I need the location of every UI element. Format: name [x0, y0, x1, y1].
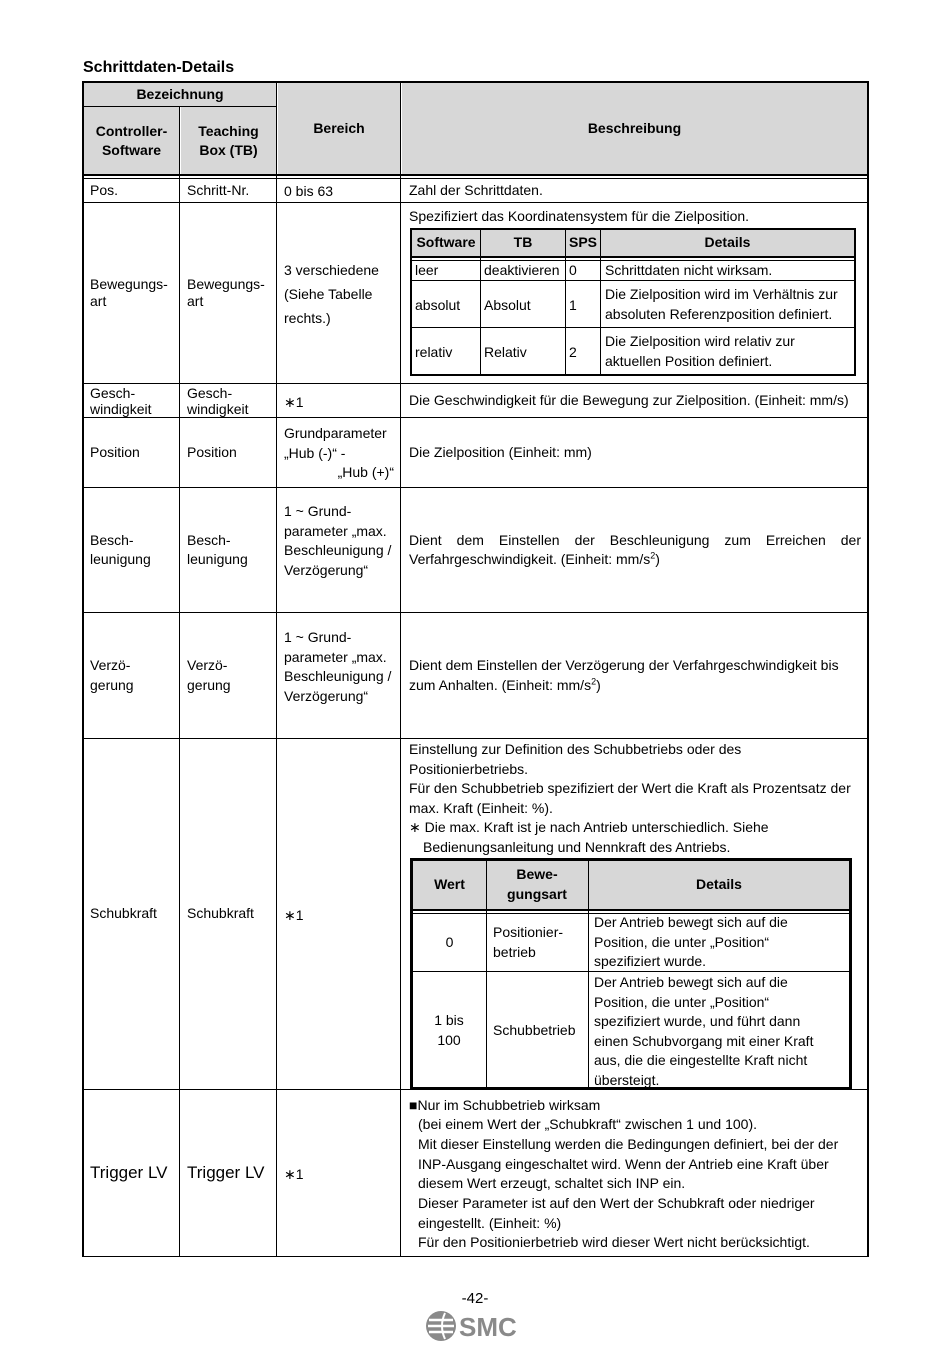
verzoegerung-text: Dient dem Einstellen der Verzögerung der Verfahrgeschwindigkeit bis zum Anhalten. (Einheit: mm/s: [409, 657, 839, 693]
inner-col-line: [588, 861, 589, 1087]
inner-cell: 1 bis 100: [434, 1012, 464, 1048]
verzoegerung-beschreibung: [409, 613, 864, 738]
inner-cell: Schrittdaten nicht wirksam.: [605, 262, 773, 278]
trigger-line1: ■Nur im Schubbetrieb wirksam: [409, 1097, 601, 1113]
trigger-software: Trigger LV: [90, 1163, 168, 1183]
inner-cell: Der Antrieb bewegt sich auf die Position, die unter „Position“ spezifiziert wurde.: [594, 914, 788, 969]
inner-header-line: [412, 256, 854, 258]
inner-cell: 2: [569, 344, 577, 360]
pos-beschreibung: Zahl der Schrittdaten.: [409, 182, 543, 199]
schubkraft-intro-2: Für den Schubbetrieb spezifiziert der Wert die Kraft als Prozentsatz der max. Kraft (Einheit: %).: [409, 780, 851, 816]
trigger-line2: (bei einem Wert der „Schubkraft“ zwischen 1 und 100).: [418, 1116, 758, 1132]
smc-logo-text: SMC: [459, 1312, 517, 1342]
beschleunigung-tb: Besch-leunigung: [187, 531, 248, 567]
inner-cell: Die Zielposition wird im Verhältnis zur absoluten Referenzposition definiert.: [605, 286, 838, 322]
table-border-top: [82, 81, 869, 83]
beschleunigung-sup: 2: [650, 550, 656, 561]
bewegungsart-intro: Spezifiziert das Koordinatensystem für die Zielposition.: [409, 208, 750, 224]
trigger-line3: Mit dieser Einstellung werden die Bedingungen definiert, bei der der INP-Ausgang eingeschaltet wird. Wenn der Antrieb eine Kraft über diesem Wert erzeugt, schaltet sich INP ein.: [418, 1136, 839, 1191]
header-teaching-box: Teaching Box (TB): [181, 107, 276, 175]
beschleunigung-beschreibung: [409, 488, 861, 612]
geschwindigkeit-tb: Gesch-windigkeit: [187, 384, 249, 417]
column-divider-1: [179, 106, 180, 1257]
geschwindigkeit-software: Gesch-windigkeit: [90, 384, 152, 417]
bewegungsart-software: Bewegungs-art: [90, 276, 168, 309]
position-beschreibung: Die Zielposition (Einheit: mm): [409, 443, 592, 460]
geschwindigkeit-bereich: ∗1: [284, 393, 304, 410]
trigger-line5: Für den Positionierbetrieb wird dieser Wert nicht berücksichtigt.: [418, 1234, 810, 1250]
beschleunigung-text: Dient dem Einstellen der Beschleunigung zum Erreichen der Verfahrgeschwindigkeit. (Einheit: mm/s: [409, 531, 861, 567]
inner-header-software: Software: [416, 234, 476, 250]
schubkraft-note: ∗ Die max. Kraft ist je nach Antrieb unterschiedlich. Siehe Bedienungsanleitung und Nennkraft des Antriebs.: [409, 819, 769, 855]
inner-cell: Absolut: [484, 297, 531, 313]
inner-cell: deaktivieren: [484, 262, 560, 278]
header-bezeichnung: Bezeichnung: [84, 83, 276, 106]
position-bereich-line1: Grundparameter: [284, 425, 387, 441]
smc-logo: [425, 1309, 530, 1343]
bewegungsart-details-table: [410, 228, 856, 376]
inner-cell: relativ: [415, 344, 453, 360]
inner-header-line: [413, 909, 849, 911]
position-tb: Position: [187, 443, 237, 460]
schubkraft-software: Schubkraft: [90, 905, 157, 922]
bewegungsart-tb: Bewegungs-art: [187, 276, 265, 309]
header-divider-b: [84, 178, 867, 179]
section-title: Schrittdaten-Details: [83, 59, 235, 76]
inner-header-sps: SPS: [568, 234, 597, 250]
smc-logo-icon: [425, 1309, 530, 1343]
trigger-bereich: ∗1: [284, 1166, 304, 1183]
table-border-bottom: [82, 1256, 869, 1257]
inner-cell: absolut: [415, 297, 461, 313]
inner-cell: 1: [569, 297, 577, 313]
beschleunigung-software: Besch-leunigung: [90, 531, 151, 567]
column-divider-2: [276, 81, 277, 1257]
table-border-left: [82, 81, 84, 1257]
table-border-right: [867, 81, 869, 1257]
trigger-line4: Dieser Parameter ist auf den Wert der Schubkraft oder niedriger eingestellt. (Einheit: %): [418, 1195, 815, 1231]
inner-header-details: Details: [704, 234, 751, 250]
header-bereich: Bereich: [278, 83, 400, 175]
verzoegerung-software: Verzö-gerung: [90, 657, 134, 693]
inner-header-bewegungsart: Bewe-gungsart: [507, 866, 567, 902]
position-bereich-line3: „Hub (+)“: [337, 464, 394, 480]
verzoegerung-beschreibung-text: [409, 656, 864, 695]
position-software: Position: [90, 443, 140, 460]
inner-cell: Schubbetrieb: [493, 1022, 576, 1038]
inner-cell: Der Antrieb bewegt sich auf die Position, die unter „Position“ spezifiziert wurde, und führt dann einen Schubvorgang mit einer Kraft aus, die die eingestellte Kraft nicht übersteigt.: [594, 974, 814, 1088]
header-sub-divider: [84, 106, 276, 107]
inner-cell: 0: [569, 262, 577, 278]
position-bereich-line2: „Hub (-)“ -: [284, 445, 346, 461]
header-divider-a: [84, 174, 867, 176]
verzoegerung-sup: 2: [591, 675, 597, 686]
verzoegerung-tb: Verzö-gerung: [187, 657, 231, 693]
inner-cell: Relativ: [484, 344, 527, 360]
page-number: -42-: [461, 1290, 489, 1307]
inner-header-details: Details: [696, 876, 742, 892]
schubkraft-intro-1: Einstellung zur Definition des Schubbetriebs oder des Positionierbetriebs.: [409, 741, 742, 777]
beschleunigung-close: ): [655, 551, 660, 567]
header-controller-software: Controller-Software: [84, 107, 179, 175]
pos-software: Pos.: [90, 182, 119, 199]
inner-row-line: [412, 327, 854, 328]
beschleunigung-bereich: 1 ~ Grund-parameter „max. Beschleunigung / Verzögerung“: [284, 503, 392, 578]
trigger-tb: Trigger LV: [187, 1163, 265, 1183]
beschleunigung-beschreibung-text: [409, 531, 861, 570]
inner-cell: Die Zielposition wird relativ zur aktuellen Position definiert.: [605, 333, 795, 369]
geschwindigkeit-beschreibung: Die Geschwindigkeit für die Bewegung zur Zielposition. (Einheit: mm/s): [409, 391, 849, 408]
schubkraft-bereich: ∗1: [284, 907, 304, 924]
schubkraft-tb: Schubkraft: [187, 905, 254, 922]
column-divider-3: [400, 81, 401, 1257]
inner-cell: 0: [445, 934, 454, 950]
header-beschreibung: Beschreibung: [402, 83, 867, 175]
verzoegerung-bereich: 1 ~ Grund-parameter „max. Beschleunigung / Verzögerung“: [284, 629, 392, 704]
inner-cell: Positionier-betrieb: [493, 924, 564, 960]
pos-bereich: 0 bis 63: [284, 183, 334, 200]
inner-header-wert: Wert: [434, 876, 465, 892]
verzoegerung-close: ): [596, 676, 601, 693]
pos-tb: Schritt-Nr.: [187, 182, 250, 199]
inner-header-tb: TB: [513, 234, 533, 250]
inner-cell: leer: [415, 262, 439, 278]
bewegungsart-bereich: 3 verschiedene (Siehe Tabelle rechts.): [284, 262, 379, 326]
inner-col-line: [486, 861, 487, 1087]
schubkraft-details-table: [410, 858, 852, 1090]
